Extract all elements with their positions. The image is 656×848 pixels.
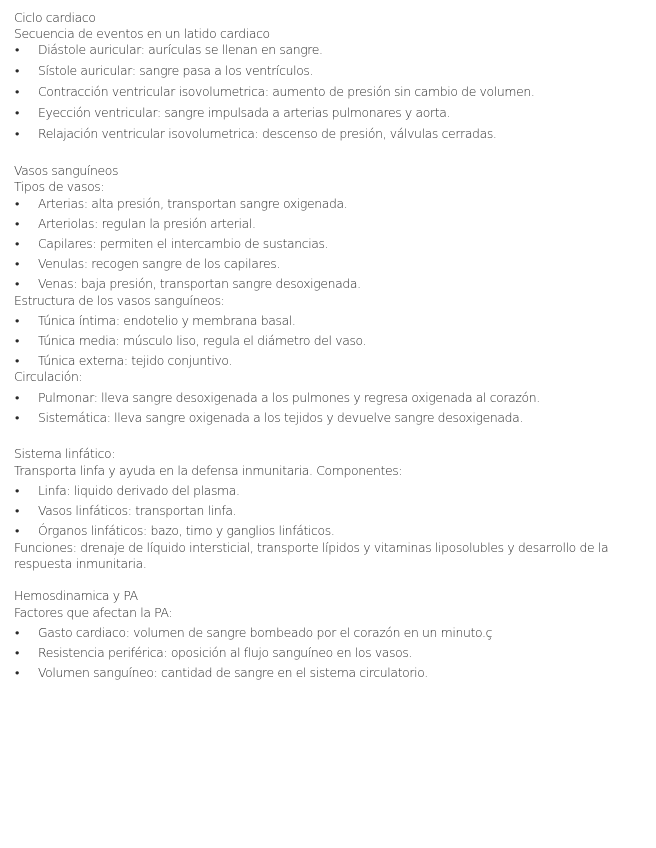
list-item: • Volumen sanguíneo: cantidad de sangre en el sistema circulatorio.: [14, 665, 646, 681]
list-item: • Resistencia periférica: oposición al flujo sanguíneo en los vasos.: [14, 645, 646, 661]
subheading-circulation: Circulación:: [14, 369, 83, 385]
list-item: • Contracción ventricular isovolumetrica: aumento de presión sin cambio de volumen.: [14, 84, 646, 100]
list-circulation: [14, 390, 646, 426]
list-item: • Arteriolas: regulan la presión arterial.: [14, 216, 646, 232]
heading-hemodynamics: Hemosdinamica y PA: [14, 588, 138, 604]
list-item: • Gasto cardiaco: volumen de sangre bombeado por el corazón en un minuto.ç: [14, 625, 646, 641]
subheading-vessel-structure: Estructura de los vasos sanguíneos:: [14, 292, 225, 308]
subheading-vessel-types: Tipos de vasos:: [14, 179, 105, 195]
lymphatic-intro: Transporta linfa y ayuda en la defensa inmunitaria. Componentes:: [14, 462, 403, 478]
list-item: • Arterias: alta presión, transportan sangre oxigenada.: [14, 196, 646, 212]
list-item: • Túnica íntima: endotelio y membrana basal.: [14, 313, 646, 329]
heading-lymphatic-system: Sistema linfático:: [14, 446, 116, 462]
list-item: • Pulmonar: lleva sangre desoxigenada a los pulmones y regresa oxigenada al corazón.: [14, 390, 646, 406]
list-item: • Eyección ventricular: sangre impulsada a arterias pulmonares y aorta.: [14, 105, 646, 121]
notes-page: [14, 10, 646, 685]
list-item: • Relajación ventricular isovolumetrica: descenso de presión, válvulas cerradas.: [14, 126, 646, 142]
list-item: • Venas: baja presión, transportan sangre desoxigenada.: [14, 276, 646, 292]
lymphatic-functions: Funciones: drenaje de líquido intersticial, transporte lípidos y vitaminas liposolubles y desarrollo de la respuesta inmunitaria.: [14, 539, 609, 571]
list-item: • Órganos linfáticos: bazo, timo y ganglios linfáticos.: [14, 523, 646, 539]
list-item: • Capilares: permiten el intercambio de sustancias.: [14, 236, 646, 252]
subheading-cardiac-cycle: Secuencia de eventos en un latido cardiaco: [14, 26, 270, 42]
list-vessel-structure: [14, 313, 646, 370]
list-bp-factors: [14, 625, 646, 682]
heading-blood-vessels: Vasos sanguíneos: [14, 163, 119, 179]
subheading-bp-factors: Factores que afectan la PA:: [14, 604, 173, 620]
list-item: • Diástole auricular: aurículas se llenan en sangre.: [14, 42, 646, 58]
list-item: • Sistemática: lleva sangre oxigenada a los tejidos y devuelve sangre desoxigenada.: [14, 410, 646, 426]
list-item: • Vasos linfáticos: transportan linfa.: [14, 503, 646, 519]
list-item: • Túnica externa: tejido conjuntivo.: [14, 353, 646, 369]
heading-cardiac-cycle: Ciclo cardiaco: [14, 10, 96, 25]
list-item: • Túnica media: músculo liso, regula el diámetro del vaso.: [14, 333, 646, 349]
list-item: • Venulas: recogen sangre de los capilares.: [14, 256, 646, 272]
list-item: • Sístole auricular: sangre pasa a los ventrículos.: [14, 63, 646, 79]
list-vessel-types: [14, 196, 646, 293]
list-cardiac-cycle: [14, 42, 646, 142]
list-item: • Linfa: liquido derivado del plasma.: [14, 483, 646, 499]
list-lymphatic-components: [14, 483, 646, 540]
